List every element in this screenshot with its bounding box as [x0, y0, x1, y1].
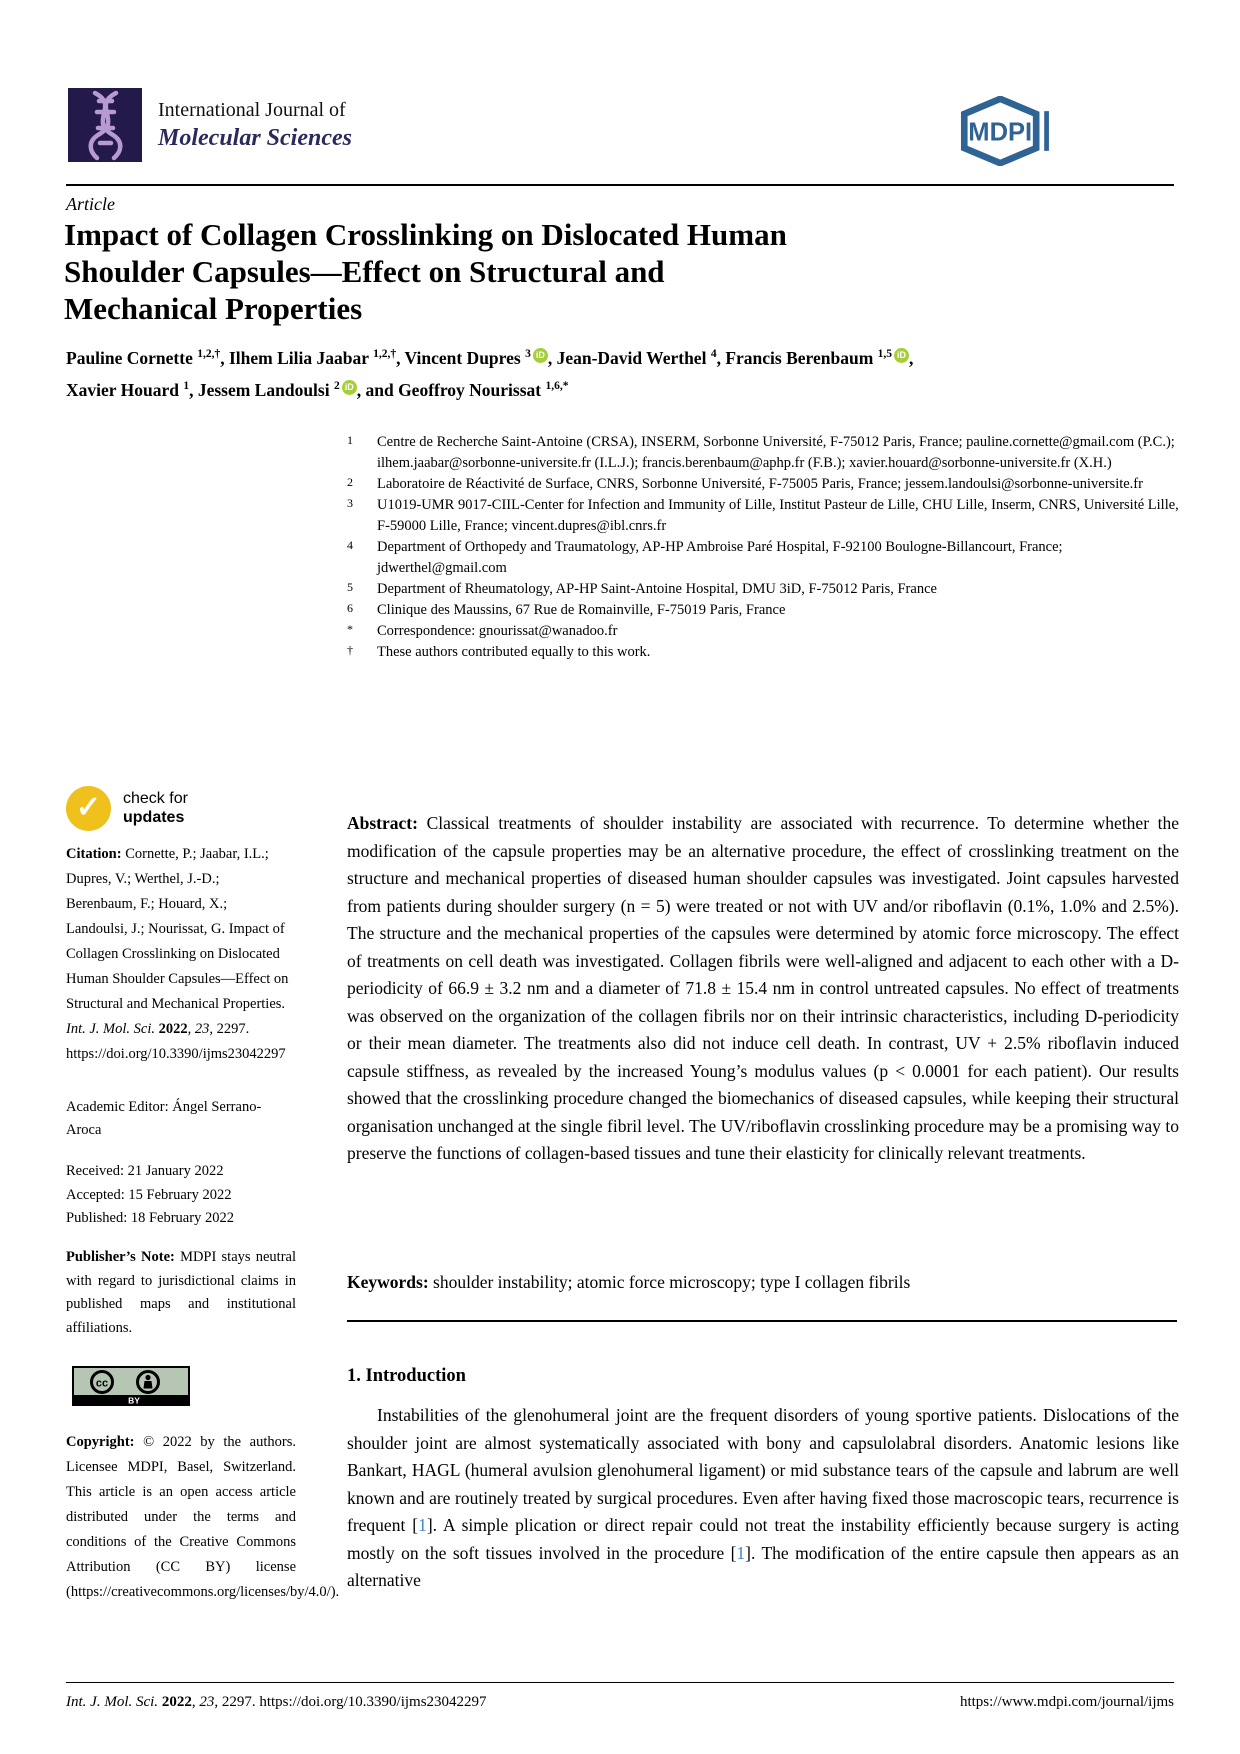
journal-logo — [68, 88, 142, 162]
author-name: Jessem Landoulsi — [197, 380, 334, 400]
orcid-icon[interactable]: iD — [894, 348, 909, 363]
author-name: Geoffroy Nourissat — [398, 380, 546, 400]
copyright-block — [66, 1430, 340, 1605]
ref-link[interactable]: 1 — [736, 1542, 746, 1563]
author-sup: 1 — [183, 380, 190, 392]
affiliation-item — [347, 432, 1179, 474]
citation-text: Cornette, P.; Jaabar, I.L.; Dupres, V.; Werthel, J.-D.; Berenbaum, F.; Houard, X.; Landoulsi, J.; Nourissat, G. Impact of Collagen Crosslinking on Dislocated Human Shoulder Capsules—Effect on Structural and Mechanical Properties. — [66, 846, 289, 1012]
affiliation-text: Department of Orthopedy and Traumatology, AP-HP Ambroise Paré Hospital, F-92100 Boulogne-Billancourt, France; jdwerthel@gmail.com — [377, 539, 1063, 576]
orcid-icon[interactable]: iD — [533, 348, 548, 363]
keywords-text: shoulder instability; atomic force microscopy; type I collagen fibrils — [433, 1272, 911, 1292]
affiliation-text: U1019-UMR 9017-CIIL-Center for Infection and Immunity of Lille, Institut Pasteur de Lille, CHU Lille, Inserm, CNRS, Université Lille, F-59000 Lille, France; vincent.dupres@ibl.cnrs.fr — [377, 497, 1179, 534]
footer-rule — [66, 1682, 1174, 1683]
journal-name-line1: International Journal of — [158, 99, 346, 121]
author-name: Vincent Dupres — [404, 348, 526, 368]
citation-label: Citation: — [66, 846, 122, 862]
affiliation-item — [347, 537, 1179, 579]
author-sup: 1,2,† — [373, 348, 397, 360]
publishers-note-label: Publisher’s Note: — [66, 1249, 175, 1265]
published-date: Published: 18 February 2022 — [66, 1210, 234, 1226]
mdpi-logo-icon — [956, 96, 1052, 166]
footer-journal-url[interactable]: https://www.mdpi.com/journal/ijms — [959, 1694, 1174, 1710]
mdpi-logo[interactable] — [956, 96, 1052, 166]
affiliation-item — [347, 579, 1179, 600]
page-title — [64, 216, 984, 327]
title-line: Mechanical Properties — [64, 291, 363, 326]
title-line: Shoulder Capsules—Effect on Structural and — [64, 254, 665, 289]
authors-line: Pauline Cornette $^{1,2,\dagger}$, Ilhem Lilia Jaabar $^{1,2,\dagger}$, Vincent Dupres $^3$ iD , Jean-David Werthel $^4$, Francis Berenbaum $^{1,5}$ iD , Xavier Houard $^1$, Jessem Landoulsi $^2$ iD , and Geoffroy Nourissat $^{1,6,*}$ — [66, 348, 914, 400]
affiliation-item — [347, 474, 1179, 495]
author-sup: 3 — [525, 348, 531, 360]
affiliation-text: Correspondence: gnourissat@wanadoo.fr — [377, 623, 618, 639]
title-line: Impact of Collagen Crosslinking on Dislocated Human — [64, 217, 787, 252]
publishers-note-text: MDPI stays neutral with regard to jurisdictional claims in published maps and institutional affiliations. — [66, 1249, 296, 1336]
abstract — [347, 810, 1179, 1168]
affiliation-marker: 1 — [347, 433, 353, 447]
affiliation-text: These authors contributed equally to this work. — [377, 644, 651, 660]
history-dates — [66, 1160, 292, 1231]
author-sup: 2 — [333, 380, 340, 392]
abstract-text: Classical treatments of shoulder instability are associated with recurrence. To determine whether the modification of the capsule properties may be an alternative procedure, the effect of crosslinking treatment on the structure and mechanical properties of diseased human shoulder capsules was investigated. Joint capsules harvested from patients during shoulder surgery (n = 5) were treated or not with UV and/or riboflavin (0.1%, 1.0% and 2.5%). The structure and the mechanical properties of the capsules were determined by atomic force microscopy. The effect of treatments on cell death was investigated. Collagen fibrils were well-aligned and adjacent to each other with a D-periodicity of 66.9 ± 3.2 nm and a diameter of 71.8 ± 15.4 nm in control untreated capsules. No effect of treatments was observed on the organization of the collagen fibrils nor on their intrinsic characteristics, including D-periodicity or their mean diameter. The treatments also did not induce cell death. In contrast, UV + 2.5% riboflavin induced capsule stiffness, as revealed by the increased Young’s modulus values (p < 0.0001 for each patient). Our results showed that the crosslinking procedure changed the biomechanics of diseased capsules, while keeping their structural organisation unchanged at the single fibril level. The UV/riboflavin crosslinking procedure may be a promising way to preserve the functions of collagen-based tissues and tune their elasticity for clinically relevant treatments. — [347, 813, 1180, 1163]
check-icon: ✓ — [66, 786, 111, 831]
copyright-text: © 2022 by the authors. Licensee MDPI, Basel, Switzerland. This article is an open access article distributed under the terms and conditions of the Creative Commons Attribution (CC BY) license (https://creativecommons.org/licenses/by/4.0/). — [66, 1434, 340, 1600]
section-divider — [347, 1320, 1177, 1322]
author-name: Francis Berenbaum — [725, 348, 878, 368]
affiliation-text: Clinique des Maussins, 67 Rue de Romainville, F-75019 Paris, France — [377, 602, 786, 618]
orcid-icon[interactable]: iD — [342, 380, 357, 395]
footer-doi-link[interactable]: https://doi.org/10.3390/ijms23042297 — [259, 1694, 487, 1710]
author-name: Pauline Cornette — [66, 348, 198, 368]
intro-paragraph: Instabilities of the glenohumeral joint are the frequent disorders of young sportive patients. Dislocations of the shoulder joint are almost systematically associated with bony and capsulolabral disorders. Anatomic lesions like Bankart, HAGL (humeral avulsion glenohumeral ligament) or mid substance tears of the capsule and labrum are well known and are routinely treated by surgical procedures. Even after having fixed those macroscopic tears, recurrence is frequent [1]. A simple plication or direct repair could not treat the instability efficiently because surgery is acting mostly on the soft tissues involved in the procedure [1]. The modification of the entire capsule then appears as an alternative — [347, 1405, 1180, 1590]
academic-editor-name: Ángel Serrano-Aroca — [66, 1099, 262, 1138]
affiliation-text: Laboratoire de Réactivité de Surface, CNRS, Sorbonne Université, F-75005 Paris, France; jessem.landoulsi@sorbonne-universite.fr — [377, 476, 1143, 492]
affiliation-marker: 6 — [347, 601, 353, 615]
affiliation-marker: * — [347, 622, 353, 636]
dna-helix-icon — [68, 88, 142, 162]
check-updates-badge[interactable] — [66, 786, 286, 834]
article-type-label: Article — [66, 194, 115, 214]
header-rule — [66, 184, 1174, 186]
author-sup: 1,5 — [877, 348, 893, 360]
affiliation-item — [347, 621, 1179, 642]
intro-heading: 1. Introduction — [347, 1366, 466, 1386]
author-sup: 1,2,† — [197, 348, 221, 360]
check-updates-label: check for updates — [123, 790, 188, 826]
affiliation-item — [347, 600, 1179, 621]
ref-link[interactable]: 1 — [418, 1515, 427, 1535]
affiliation-text: Centre de Recherche Saint-Antoine (CRSA), INSERM, Sorbonne Université, F-75012 Paris, France; pauline.cornette@gmail.com (P.C.); ilhem.jaabar@sorbonne-universite.fr (I.L.J.); francis.berenbaum@aphp.fr (F.B.); xavier.houard@sorbonne-universite.fr (X.H.) — [377, 434, 1175, 471]
affiliation-text: Department of Rheumatology, AP-HP Saint-Antoine Hospital, DMU 3iD, F-75012 Paris, France — [377, 581, 937, 597]
author-sup: 1,6,* — [545, 380, 569, 392]
received-date: Received: 21 January 2022 — [66, 1163, 224, 1179]
affiliation-marker: 3 — [347, 496, 353, 510]
academic-editor: Academic Editor: Ángel Serrano-Aroca — [66, 1099, 262, 1138]
affiliation-marker: 5 — [347, 580, 353, 594]
accepted-date: Accepted: 15 February 2022 — [66, 1186, 232, 1203]
affiliation-marker: 2 — [347, 475, 353, 489]
citation-year: 2022 — [158, 1021, 188, 1037]
affiliation-item — [347, 642, 1179, 663]
affiliation-marker: † — [347, 643, 353, 657]
keywords-label: Keywords: — [347, 1272, 429, 1292]
author-sup: 4 — [710, 348, 717, 360]
publishers-note — [66, 1246, 296, 1340]
copyright-label: Copyright: — [66, 1434, 135, 1450]
author-name: Jean-David Werthel — [556, 348, 711, 368]
author-name: Xavier Houard — [66, 380, 184, 400]
cc-by-icon — [72, 1366, 190, 1406]
citation-volume: 23 — [194, 1021, 210, 1037]
author-name: Ilhem Lilia Jaabar — [228, 348, 374, 368]
affiliation-marker: 4 — [347, 538, 353, 552]
svg-text:cc: cc — [95, 1377, 109, 1390]
journal-name-line2: Molecular Sciences — [158, 125, 352, 151]
svg-text:MDPI: MDPI — [968, 118, 1033, 147]
cc-by-badge[interactable] — [72, 1366, 190, 1411]
affiliation-item — [347, 495, 1179, 537]
affiliations-list — [347, 432, 1179, 663]
footer-citation: Int. J. Mol. Sci. 2022, 23, 2297. https://doi.org/10.3390/ijms23042297 — [66, 1694, 487, 1710]
citation-doi-link[interactable]: https://doi.org/10.3390/ijms23042297 — [66, 1046, 286, 1062]
journal-name — [158, 99, 352, 152]
citation-block: Citation: Cornette, P.; Jaabar, I.L.; Dupres, V.; Werthel, J.-D.; Berenbaum, F.; Houard, X.; Landoulsi, J.; Nourissat, G. Impact of Collagen Crosslinking on Dislocated Human Shoulder Capsules—Effect on Structural and Mechanical Properties. Int. J. Mol. Sci. 2022, 23, 2297. https://doi.org/10.3390/ijms23042297 — [66, 846, 289, 1062]
citation-journal: Int. J. Mol. Sci. — [66, 1021, 155, 1037]
svg-text:BY: BY — [128, 1395, 140, 1406]
abstract-label: Abstract: — [347, 813, 418, 833]
keywords — [347, 1272, 1179, 1293]
